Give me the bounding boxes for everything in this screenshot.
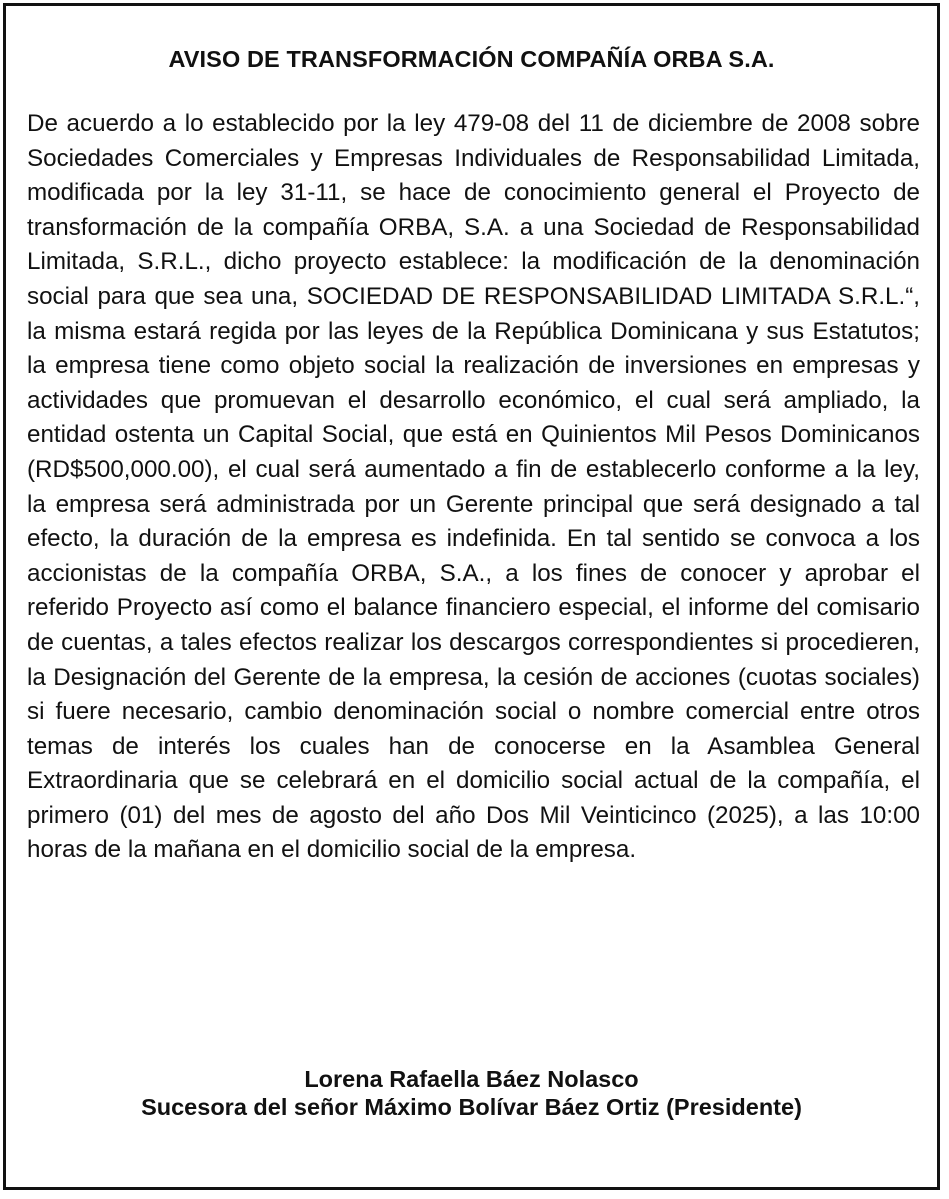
signature-block [6, 1065, 937, 1121]
signer-role: Sucesora del señor Máximo Bolívar Báez Ortiz (Presidente) [141, 1094, 802, 1120]
signer-name: Lorena Rafaella Báez Nolasco [304, 1066, 639, 1092]
notice-title: AVISO DE TRANSFORMACIÓN COMPAÑÍA ORBA S.A. [168, 46, 775, 72]
notice-body: De acuerdo a lo establecido por la ley 479-08 del 11 de diciembre de 2008 sobre Sociedades Comerciales y Empresas Individuales de Responsabilidad Limitada, modificada por la ley 31-11, se hace de conocimiento general el Proyecto de transformación de la compañía ORBA, S.A. a una Sociedad de Responsabilidad Limitada, S.R.L., dicho proyecto establece: la modificación de la denominación social para que sea una, SOCIEDAD DE RESPONSABILIDAD LIMITADA S.R.L.“, la misma estará regida por las leyes de la República Dominicana y sus Estatutos; la empresa tiene como objeto social la realización de inversiones en empresas y actividades que promuevan el desarrollo económico, el cual será ampliado, la entidad ostenta un Capital Social, que está en Quinientos Mil Pesos Dominicanos (RD$500,000.00), el cual será aumentado a fin de establecerlo conforme a la ley, la empresa será administrada por un Gerente principal que será designado a tal efecto, la duración de la empresa es indefinida. En tal sentido se convoca a los accionistas de la compañía ORBA, S.A., a los fines de conocer y aprobar el referido Proyecto así como el balance financiero especial, el informe del comisario de cuentas, a tales efectos realizar los descargos correspondientes si procedieren, la Designación del Gerente de la empresa, la cesión de acciones (cuotas sociales) si fuere necesario, cambio denominación social o nombre comercial entre otros temas de interés los cuales han de conocerse en la Asamblea General Extraordinaria que se celebrará en el domicilio social actual de la compañía, el primero (01) del mes de agosto del año Dos Mil Veinticinco (2025), a las 10:00 horas de la mañana en el domicilio social de la empresa. [27, 110, 920, 864]
legal-notice-frame [3, 3, 940, 1190]
